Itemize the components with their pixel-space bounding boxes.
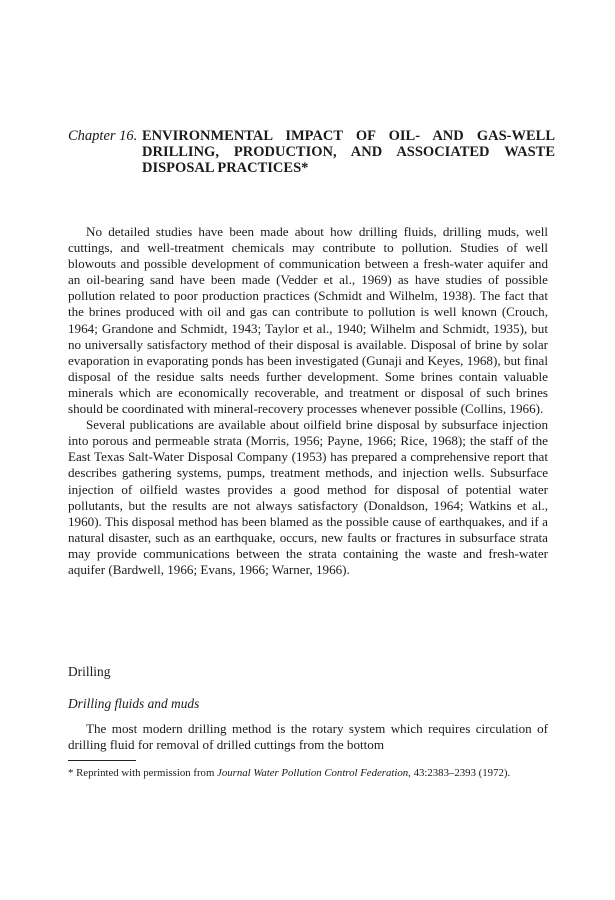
paragraph-1: No detailed studies have been made about how drilling fluids, drilling muds, well cuttings, and well-treatment chemicals may contribute to pollution. Studies of well blowouts and possible development of communication between a fresh-water aquifer and an oil-bearing sand have been made (Vedder et al., 1969) as have studies of possible pollution related to poor production practices (Schmidt and Wilhelm, 1938). The fact that the brines produced with oil and gas can contribute to pollution is well known (Crouch, 1964; Grandone and Schmidt, 1943; Taylor et al., 1940; Wilhelm and Schmidt, 1935), but no universally satisfactory method of their disposal is available. Disposal of brine by solar evaporation in evaporating ponds has been investigated (Gunaji and Keyes, 1968), but final disposal of the residue salts needs further development. Some brines contain valuable minerals which are economically recoverable, and treatment or disposal of such brines should be coordinated with mineral-recovery processes whenever possible (Collins, 1966). — [68, 224, 548, 417]
chapter-title: ENVIRONMENTAL IMPACT OF OIL- AND GAS-WELL DRILLING, PRODUCTION, AND ASSOCIATED WASTE DISPOSAL PRACTICES* — [142, 128, 555, 176]
body-text-continued — [68, 721, 548, 753]
paragraph-2: Several publications are available about oilfield brine disposal by subsurface injection into porous and permeable strata (Morris, 1956; Payne, 1966; Rice, 1968); the staff of the East Texas Salt-Water Disposal Company (1953) has prepared a comprehensive report that describes gathering systems, pumps, treatment methods, and injection wells. Subsurface injection of oilfield wastes provides a good method for disposal of potential water pollutants, but the results are not always satisfactory (Donaldson, 1964; Watkins et al., 1960). This disposal method has been blamed as the possible cause of earthquakes, and if a natural disaster, such as an earthquake, occurs, new faults or fractures in subsurface strata may provide communications between the strata containing the waste and fresh-water aquifer (Bardwell, 1966; Evans, 1966; Warner, 1966). — [68, 417, 548, 577]
chapter-heading — [68, 128, 555, 176]
footnote-rule — [68, 760, 136, 761]
footnote — [68, 766, 548, 780]
footnote-prefix: * Reprinted with permission from — [68, 767, 215, 779]
chapter-label: Chapter 16. — [68, 128, 138, 144]
body-text — [68, 224, 548, 578]
paragraph-3: The most modern drilling method is the rotary system which requires circulation of drilling fluid for removal of drilled cuttings from the bottom — [68, 721, 548, 753]
subsection-heading: Drilling fluids and muds — [68, 696, 200, 711]
footnote-source: Journal Water Pollution Control Federation, — [217, 767, 411, 779]
footnote-citation: 43:2383–2393 (1972). — [413, 767, 511, 779]
section-heading: Drilling — [68, 664, 111, 679]
